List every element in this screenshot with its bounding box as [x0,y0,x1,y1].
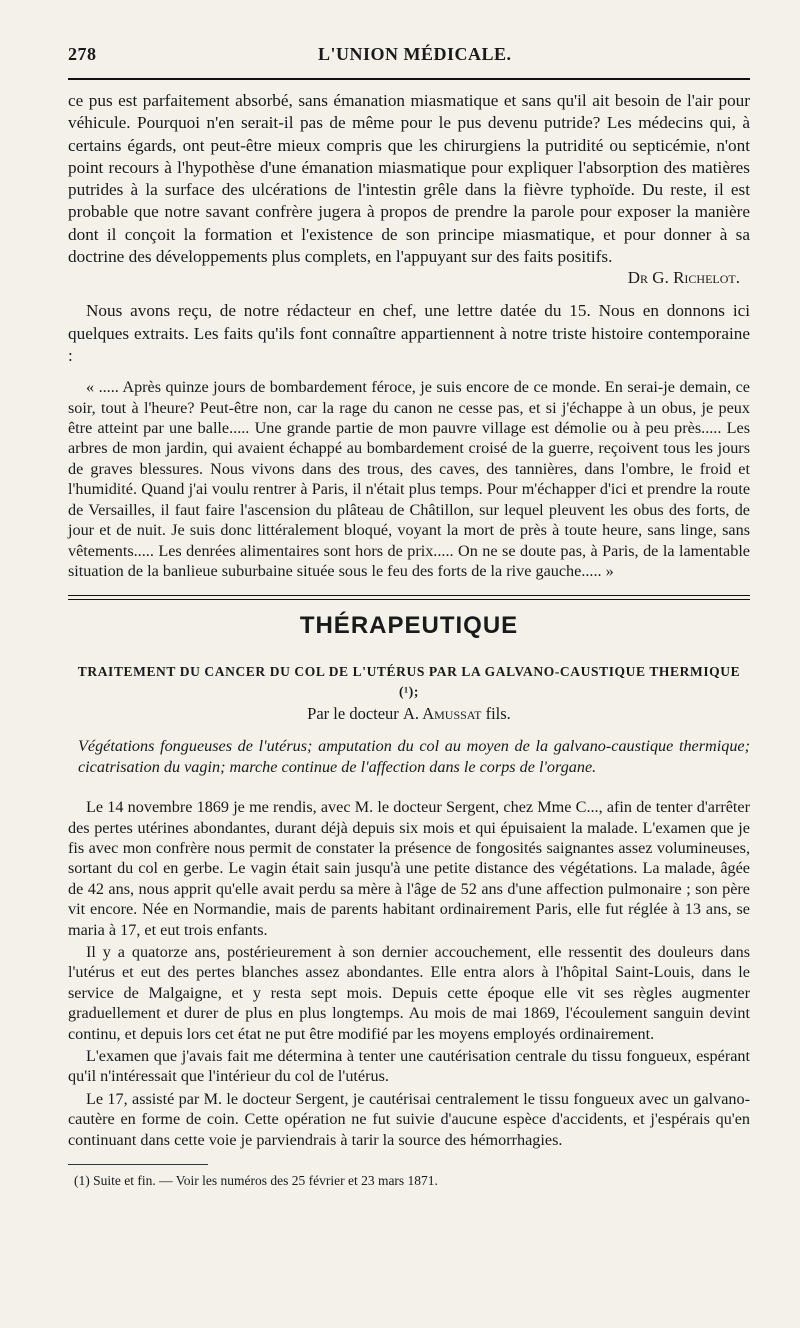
article-paragraph-4: Le 17, assisté par M. le docteur Sergent, je cautérisai centralement le tissu fongueux avec un galvano-cautère en forme de coin. Cette opération ne fut suivie d'aucune espèce d'accidents, et j'espérais qu'en continuant dans cette voie je parviendrais à tarir la source des hémorrhagies. [68,1089,750,1149]
article-title: TRAITEMENT DU CANCER DU COL DE L'UTÉRUS PAR LA GALVANO-CAUSTIQUE THERMIQUE (¹); [77,664,741,700]
byline-author: A. Amussat [402,704,482,724]
section-divider [68,595,750,600]
article [68,662,750,1150]
article-summary: Végétations fongueuses de l'utérus; amputation du col au moyen de la galvano-caustique thermique; cicatrisation du vagin; marche continue de l'affection dans le corps de l'organe. [78,737,750,776]
journal-title: L'UNION MÉDICALE. [318,44,512,64]
running-head [68,44,750,74]
letter-quote: « ..... Après quinze jours de bombardement féroce, je suis encore de ce monde. En serai-je demain, ce soir, tout à l'heure? Peut-être non, car la rage du canon ne cesse pas, et si j'échappe à un obus, je peux être atteint par une balle..... Une grande partie de mon pauvre village est démolie ou à peu près..... Les arbres de mon jardin, qui avaient échappé au bombardement croisé de la guerre, reçoivent tous les jours de graves blessures. Nous vivons dans des trous, des caves, des tannières, dans l'ombre, le froid et l'humidité. Quand j'ai voulu rentrer à Paris, il n'était plus temps. Pour m'échapper d'ici et prendre la route de Versailles, il faut faire l'ascension du plâteau de Châtillon, sur lequel pleuvent les obus des forts, de jour et de nuit. Je suis donc littéralement bloqué, voyant la mort de près à toute heure, sans linge, sans vêtements..... Les denrées alimentaires sont hors de prix..... On ne se doute pas, à Paris, de la lamentable situation de la banlieue suburbaine située sous le feu des forts de la rive gauche..... » [68,378,750,580]
article-byline [68,704,750,724]
author-signature: Dr G. Richelot. [627,268,740,288]
article-paragraph-2: Il y a quatorze ans, postérieurement à son dernier accouchement, elle ressentit des douleurs dans l'utérus et eut des pertes blanches assez abondantes. Elle entra alors à l'hôpital Saint-Louis, dans le service de Malgaigne, et y resta sept mois. Depuis cette époque elle vit ses règles augmenter graduellement et durer de plus en plus longtemps. Au mois de mai 1869, l'écoulement sanguin devint continu, et depuis lors cet état ne put être modifié par les moyens employés ordinairement. [68,942,750,1043]
byline-suffix: fils. [485,704,511,724]
article-paragraph-3: L'examen que j'avais fait me détermina à tenter une cautérisation centrale du tissu fongueux, espérant qu'il n'intéressait que l'intérieur du col de l'utérus. [68,1047,750,1086]
byline-prefix: Par le docteur [307,704,399,724]
header-rule [68,78,750,80]
opening-paragraph: ce pus est parfaitement absorbé, sans émanation miasmatique et sans qu'il ait besoin de l'air pour véhicule. Pourquoi n'en serait-il pas de même pour le pus devenu putride? Les médecins qui, à certains égards, ont peut-être mieux compris que les chirurgiens la putridité ou septicémie, n'ont point recours à l'hypothèse d'une émanation miasmatique pour expliquer l'absorption des matières putrides à la surface des ulcérations de l'intestin grêle dans la fièvre typhoïde. Du reste, il est probable que notre savant confrère jugera à propos de prendre la parole pour exposer la manière dont il conçoit la formation et l'existence de son principe miasmatique, et pour donner à sa doctrine des développements plus complets, en l'appuyant sur des faits positifs. [68,91,750,267]
section-title: THÉRAPEUTIQUE [299,612,519,640]
article-paragraph-1: Le 14 novembre 1869 je me rendis, avec M. le docteur Sergent, chez Mme C..., afin de tenter d'arrêter des pertes utérines abondantes, durant déjà depuis six mois et qui épuisaient la malade. L'examen que je fis avec mon confrère nous permit de constater la présence de fongosités saignantes assez volumineuses, sortant du col en gerbe. Le vagin était sain jusqu'à une petite distance des végétations. La malade, âgée de 42 ans, nous apprit qu'elle avait perdu sa mère à l'âge de 52 ans d'une affection pulmonaire ; son père vit encore. Née en Normandie, mais de parents habitant ordinairement Paris, elle fut réglée à 13 ans, se maria à 17, et eut trois enfants. [68,798,750,939]
letter-intro: Nous avons reçu, de notre rédacteur en chef, une lettre datée du 15. Nous en donnons ici quelques extraits. Les faits qu'ils font connaître appartiennent à notre triste histoire contemporaine : [68,301,750,365]
page-number: 278 [68,44,97,64]
footnote-rule [68,1164,208,1165]
footnote: (1) Suite et fin. — Voir les numéros des 25 février et 23 mars 1871. [74,1173,438,1189]
